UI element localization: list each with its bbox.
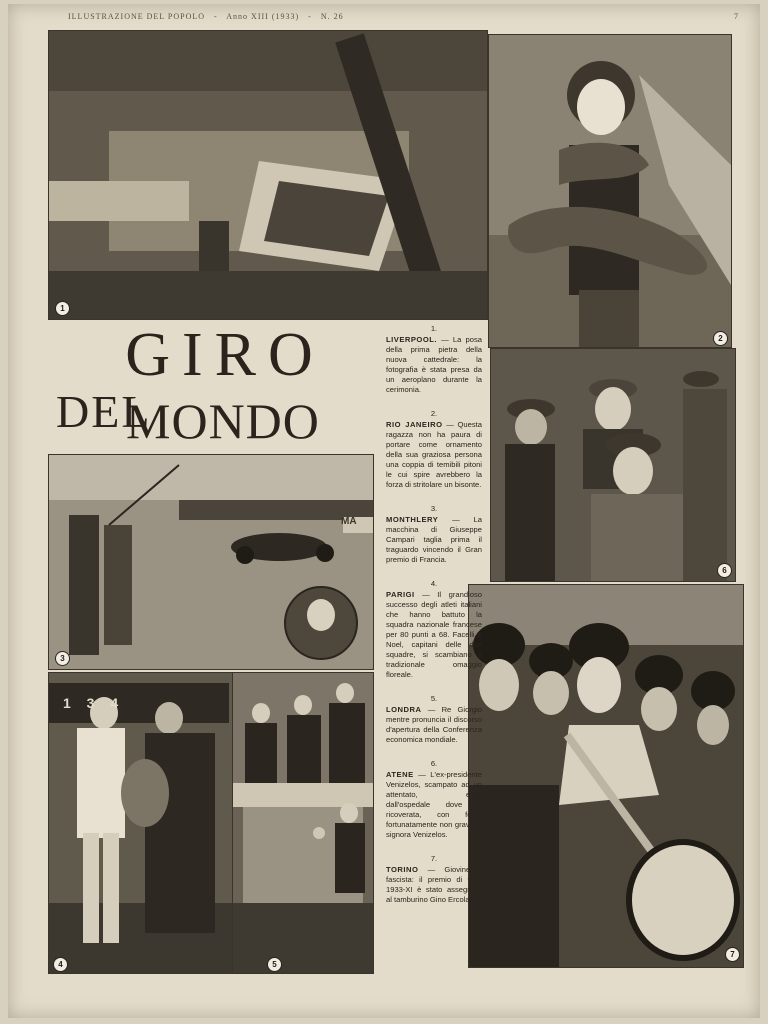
photo-parigi-athletes <box>48 672 236 974</box>
caption-number: 5. <box>430 694 438 703</box>
king-speech-image <box>233 673 373 973</box>
caption-text: — La macchina di Giuseppe Campari taglia prima il traguardo vincendo il Gran premio di Francia. <box>386 515 482 564</box>
python-girl-image <box>489 35 731 347</box>
caption-7 <box>386 854 482 905</box>
caption-text: — Questa ragazza non ha paura di portare come ornamento della sua graziosa persona una coppia di temibili pitoni le cui spire avrebbero la forza di stritolare un bisonte. <box>386 420 482 489</box>
photo-number-badge: 6 <box>717 563 732 578</box>
caption-text: — Il grandioso successo degli atleti italiani che hanno battuto la squadra nazionale francese per 80 punti a 68. Facelli e Noel, capitani delle due squadre, si scambiano il tradizionale omaggio floreale. <box>386 590 482 679</box>
photo-londra-king <box>232 672 374 974</box>
title-mondo: MONDO <box>126 393 320 449</box>
caption-place: LONDRA <box>386 705 422 714</box>
caption-place: MONTHLERY <box>386 515 439 524</box>
magazine-name: ILLUSTRAZIONE DEL POPOLO <box>68 12 206 21</box>
caption-number: 6. <box>430 759 438 768</box>
magazine-issue: N. 26 <box>320 12 344 21</box>
photo-number-badge: 1 <box>55 301 70 316</box>
title-giro: GIRO <box>125 321 325 389</box>
race-banner-text: MA <box>341 516 357 527</box>
page-number: 7 <box>734 12 738 21</box>
caption-5 <box>386 694 482 745</box>
scoreboard-text: 1 3 4 <box>63 695 125 711</box>
caption-3 <box>386 504 482 565</box>
officials-image <box>491 349 735 581</box>
caption-number: 2. <box>430 409 438 418</box>
caption-2 <box>386 409 482 490</box>
caption-4 <box>386 579 482 680</box>
caption-place: ATENE <box>386 770 414 779</box>
running-head: ILLUSTRAZIONE DEL POPOLO - Anno XIII (1933) - N. 26 <box>68 12 344 21</box>
caption-6 <box>386 759 482 840</box>
caption-text: — L'ex-presidente Venizelos, scampato ad un attentato, esce dall'ospedale dove è ricoverata, con ferite fortunatamente non gravi, la signora Venizelos. <box>386 770 482 839</box>
magazine-page <box>8 4 760 1018</box>
caption-number: 4. <box>430 579 438 588</box>
photo-liverpool-aerial <box>48 30 488 320</box>
photo-atene-officials <box>490 348 736 582</box>
aerial-city-image <box>49 31 487 319</box>
caption-1 <box>386 324 482 395</box>
photo-number-badge: 4 <box>53 957 68 972</box>
captions-column <box>386 324 482 984</box>
magazine-year: Anno XIII (1933) <box>226 12 300 21</box>
caption-text: — Re Giorgio mentre pronuncia il discorso d'apertura della Conferenza economica mondiale. <box>386 705 482 744</box>
caption-number: 3. <box>430 504 438 513</box>
photo-rio-python-girl <box>488 34 732 348</box>
photo-number-badge: 2 <box>713 331 728 346</box>
caption-place: TORINO <box>386 865 419 874</box>
photo-number-badge: 5 <box>267 957 282 972</box>
photo-number-badge: 3 <box>55 651 70 666</box>
caption-number: 1. <box>430 324 438 333</box>
caption-text: — Giovinezza fascista: il premio di virtù 1933-XI è stato assegnato al tamburino Gino Ercolani <box>386 865 482 904</box>
caption-place: RIO JANEIRO <box>386 420 443 429</box>
caption-text: — La posa della prima pietra della nuova cattedrale: la fotografia è stata presa da un aeroplano durante la cerimonia. <box>386 335 482 394</box>
athletes-image <box>49 673 235 973</box>
photo-torino-youth <box>468 584 744 968</box>
photo-monthlery-race <box>48 454 374 670</box>
caption-place: PARIGI <box>386 590 415 599</box>
photo-number-badge: 7 <box>725 947 740 962</box>
caption-number: 7. <box>430 854 438 863</box>
title-del: DEL <box>56 386 152 437</box>
youth-drummer-image <box>469 585 743 967</box>
race-car-image <box>49 455 373 669</box>
caption-place: LIVERPOOL. <box>386 335 437 344</box>
